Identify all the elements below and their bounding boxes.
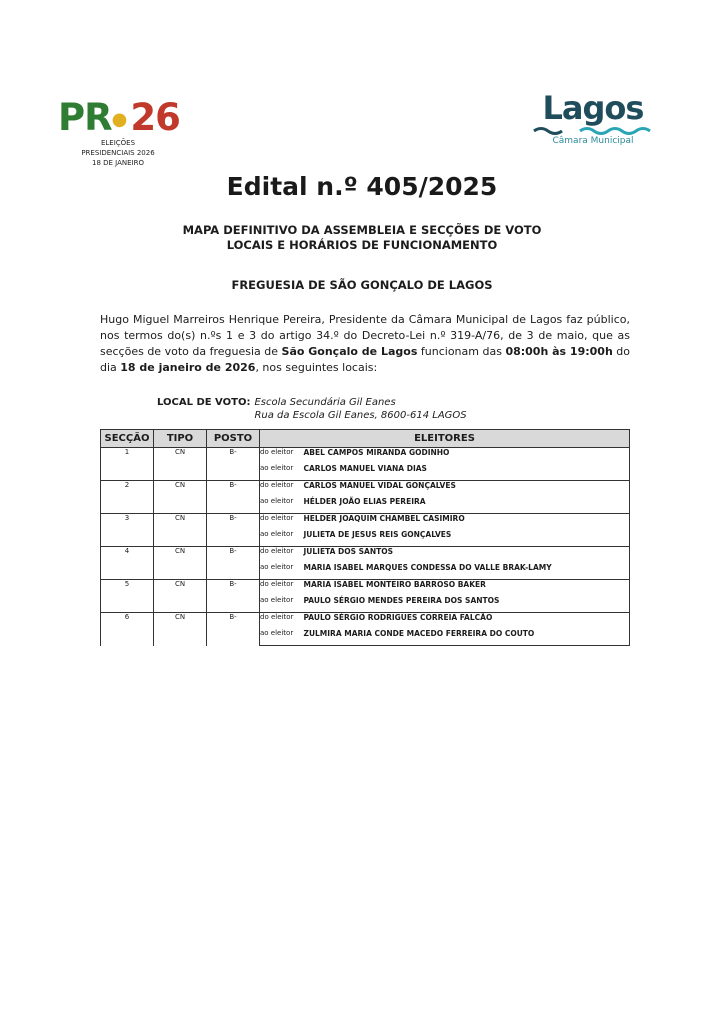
cell-posto: B- [207, 514, 260, 547]
document-title: Edital n.º 405/2025 [226, 172, 498, 201]
cell-to-name: JULIETA DE JESUS REIS GONÇALVES [304, 530, 630, 547]
header-seccao: SECÇÃO [101, 430, 154, 448]
subtitle-line2: LOCAIS E HORÁRIOS DE FUNCIONAMENTO [226, 238, 498, 252]
cell-posto: B- [207, 481, 260, 514]
cell-to-label: ao eleitor [260, 596, 304, 613]
cell-from-name: MARIA ISABEL MONTEIRO BARROSO BAKER [304, 580, 630, 597]
cell-from-name: PAULO SÉRGIO RODRIGUES CORREIA FALCÃO [304, 613, 630, 630]
cell-seccao: 3 [101, 514, 154, 547]
voting-location [157, 396, 467, 422]
pr26-logo-line3: 18 DE JANEIRO [92, 159, 144, 167]
table-row [101, 580, 630, 597]
lagos-logo-name: Lagos [542, 89, 644, 127]
cell-seccao: 5 [101, 580, 154, 613]
cell-seccao: 1 [101, 448, 154, 481]
cell-to-name: MARIA ISABEL MARQUES CONDESSA DO VALLE BRAK-LAMY [304, 563, 630, 580]
document-subtitle [0, 223, 724, 253]
table-row [101, 448, 630, 465]
cell-from-name: CARLOS MANUEL VIDAL GONÇALVES [304, 481, 630, 498]
cell-posto: B- [207, 448, 260, 481]
intro-text-4: , nos seguintes locais: [255, 361, 378, 374]
cell-from-label: do eleitor [260, 613, 304, 630]
cell-from-label: do eleitor [260, 547, 304, 564]
cell-from-label: do eleitor [260, 580, 304, 597]
pr-letters: PR [58, 96, 112, 139]
table-header-row [101, 430, 630, 448]
voting-location-address: Rua da Escola Gil Eanes, 8600-614 LAGOS [254, 410, 467, 421]
cell-to-name: HÉLDER JOÃO ELIAS PEREIRA [304, 497, 630, 514]
cell-tipo: CN [154, 448, 207, 481]
pr26-logo-mark [58, 98, 178, 138]
header-tipo: TIPO [154, 430, 207, 448]
voting-location-school: Escola Secundária Gil Eanes [254, 397, 396, 408]
intro-text-2: funcionam das [417, 345, 506, 358]
pr26-logo [58, 98, 178, 168]
subtitle-line1: MAPA DEFINITIVO DA ASSEMBLEIA E SECÇÕES DE VOTO [182, 223, 542, 237]
cell-tipo: CN [154, 547, 207, 580]
cell-seccao: 4 [101, 547, 154, 580]
pr26-logo-line1: ELEIÇÕES [100, 139, 136, 147]
table-row [101, 613, 630, 630]
cell-posto: B- [207, 580, 260, 613]
header-eleitores: ELEITORES [260, 430, 630, 448]
lagos-wave-icon [532, 126, 654, 136]
cell-posto: B- [207, 547, 260, 580]
voting-location-values [254, 396, 466, 422]
cell-posto: B- [207, 613, 260, 646]
cell-to-label: ao eleitor [260, 629, 304, 646]
pr-number: 26 [130, 96, 180, 139]
cell-from-name: HELDER JOAQUIM CHAMBEL CASIMIRO [304, 514, 630, 531]
voting-location-label: LOCAL DE VOTO: [157, 397, 251, 408]
sections-table [100, 429, 630, 646]
lagos-logo-subtitle: Câmara Municipal [552, 136, 634, 146]
cell-tipo: CN [154, 580, 207, 613]
cell-to-name: PAULO SÉRGIO MENDES PEREIRA DOS SANTOS [304, 596, 630, 613]
header-posto: POSTO [207, 430, 260, 448]
cell-to-name: CARLOS MANUEL VIANA DIAS [304, 464, 630, 481]
pr-dot-icon: ● [111, 109, 127, 130]
cell-to-label: ao eleitor [260, 563, 304, 580]
cell-from-name: ABEL CAMPOS MIRANDA GODINHO [304, 448, 630, 465]
intro-hours: 08:00h às 19:00h [505, 345, 613, 358]
cell-tipo: CN [154, 613, 207, 646]
cell-from-name: JULIETA DOS SANTOS [304, 547, 630, 564]
cell-seccao: 2 [101, 481, 154, 514]
intro-date: 18 de janeiro de 2026 [120, 361, 256, 374]
intro-text-3: do dia [100, 345, 630, 374]
cell-from-label: do eleitor [260, 481, 304, 498]
table-row [101, 514, 630, 531]
cell-tipo: CN [154, 481, 207, 514]
lagos-logo [528, 90, 658, 146]
cell-tipo: CN [154, 514, 207, 547]
intro-parish-name: São Gonçalo de Lagos [281, 345, 418, 358]
table-row [101, 481, 630, 498]
intro-text-1: Hugo Miguel Marreiros Henrique Pereira, Presidente da Câmara Municipal de Lagos faz público, nos termos do(s) n.ºs 1 e 3 do artigo 34.º do Decreto-Lei n.º 319-A/76, de 3 de maio, que as secções de voto da freguesia de [100, 313, 630, 358]
cell-from-label: do eleitor [260, 448, 304, 465]
parish-heading: FREGUESIA DE SÃO GONÇALO DE LAGOS [231, 278, 493, 292]
cell-to-label: ao eleitor [260, 464, 304, 481]
cell-to-label: ao eleitor [260, 530, 304, 547]
cell-to-label: ao eleitor [260, 497, 304, 514]
cell-seccao: 6 [101, 613, 154, 646]
intro-paragraph [100, 312, 630, 376]
cell-to-name: ZULMIRA MARIA CONDE MACEDO FERREIRA DO COUTO [304, 629, 630, 646]
cell-from-label: do eleitor [260, 514, 304, 531]
pr26-logo-line2: PRESIDENCIAIS 2026 [81, 149, 155, 157]
table-row [101, 547, 630, 564]
